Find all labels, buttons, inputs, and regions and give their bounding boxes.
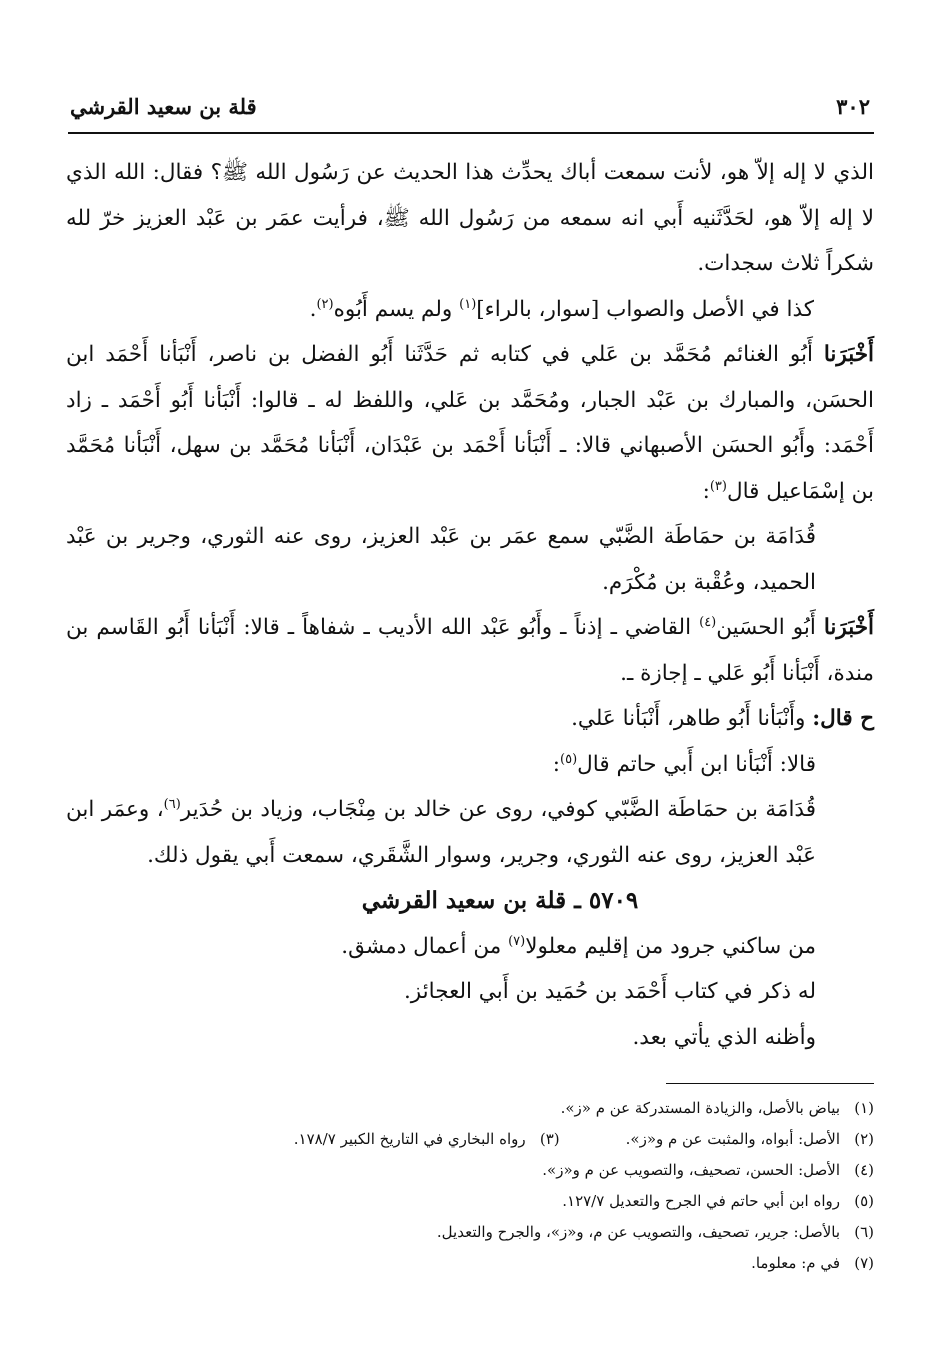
footnote-number: (٥) [854, 1192, 874, 1210]
footnote-number: (٣) [539, 1130, 560, 1148]
footnote-number: (٧) [854, 1254, 874, 1272]
footnote-text: الأصل: أبواه، والمثبت عن م و«ز». [625, 1130, 840, 1148]
footnote-text: رواه ابن أبي حاتم في الجرح والتعديل ١٢٧/٧. [562, 1192, 840, 1210]
running-title: قلة بن سعيد القرشي [70, 93, 257, 119]
footnote-4 [66, 1155, 874, 1186]
main-text [66, 150, 874, 1060]
footnote-ref-2: (٢) [316, 296, 334, 312]
footnote-6 [66, 1217, 874, 1248]
ha-qal-lead: ح قال: [812, 706, 874, 731]
paragraph-isnad-2: أَخْبَرَنا أَبُو الحسَين$^{(٤)}$ القاضي ـ إذناً ـ وأَبُو عَبْد الله الأديب ـ شفاهاً ـ قالا: أَنْبَأنا أَبُو القَاسم بن مندة، أَنْبَأنا أَبُو عَلي ـ إجازة ـ. [66, 614, 874, 686]
footnote-number: (٦) [854, 1223, 874, 1241]
paragraph-ha-qal: ح قال: وأَنْبَأنا أَبُو طاهر، أَنْبَأنا عَلي. [571, 706, 874, 731]
page-number: ٣٠٢ [836, 93, 870, 119]
footnote-ref-3: (٣) [709, 478, 727, 494]
footnote-number: (١) [854, 1099, 874, 1117]
footnote-7 [66, 1248, 874, 1279]
footnote-ref-5: (٥) [560, 751, 578, 767]
footnote-5 [66, 1186, 874, 1217]
footnotes [66, 1093, 874, 1279]
footnote-2-3 [66, 1124, 874, 1155]
footnote-text: رواه البخاري في التاريخ الكبير ١٧٨/٧. [293, 1130, 526, 1148]
entry-title: ٥٧٠٩ ـ قلة بن سعيد القرشي [361, 887, 639, 914]
footnote-text: بياض بالأصل، والزيادة المستدركة عن م «ز». [560, 1099, 840, 1117]
paragraph-qudama-2: قُدَامَة بن حمَاطَة الضَّبّي كوفي، روى عن خالد بن مِنْجَاب، وزياد بن حُدَير$^{(٦)}$، وعمَر ابن عَبْد العزيز، روى عنه الثوري، وجرير، وسوار الشَّقَري، سمعت أَبي يقول ذلك. [66, 796, 816, 868]
paragraph-qudama-1: قُدَامَة بن حمَاطَة الضَّبّي سمع عمَر بن عَبْد العزيز، روى عنه الثوري، وجرير بن عَبْد الحميد، وعُقْبة بن مُكْرَم. [66, 524, 816, 595]
footnote-text: الأصل: الحسن، تصحيف، والتصويب عن م و«ز». [542, 1161, 840, 1179]
footnote-ref-4: (٤) [699, 614, 717, 630]
footnote-text: بالأصل: جرير، تصحيف، والتصويب عن م، و«ز»، والجرح والتعديل. [436, 1223, 840, 1241]
footnote-1 [66, 1093, 874, 1124]
footnote-number: (٤) [854, 1161, 874, 1179]
paragraph-correction-note: كذا في الأصل والصواب [سوار، بالراء]$^{(١)}$ ولم يسم أَبُوه$^{(٢)}$. [309, 296, 814, 322]
akhbarana-lead: أَخْبَرَنا [823, 615, 874, 640]
paragraph-conjecture: وأظنه الذي يأتي بعد. [632, 1024, 816, 1050]
paragraph-qala: قالا: أَنْبَأنا ابن أَبي حاتم قال$^{(٥)}$: [552, 751, 816, 777]
paragraph-isnad-1: أَخْبَرَنا أَبُو الغنائم مُحَمَّد بن عَلي في كتابه ثم حَدَّثَنا أَبُو الفضل بن ناصر، أَنْبَأنا أَحْمَد ابن الحسَن، والمبارك بن عَبْد الجبار، ومُحَمَّد بن عَلي، واللفظ له ـ قالوا: أَنْبَأنا أَبُو أَحْمَد ـ زاد أَحْمَد: وأَبُو الحسَن الأصبهاني قالا: ـ أَنْبَأنا أَحْمَد بن عَبْدَان، أَنْبَأنا مُحَمَّد بن سهل، أَنْبَأنا مُحَمَّد بن إسْمَاعيل قال$^{(٣)}$: [66, 342, 874, 504]
akhbarana-lead: أَخْبَرَنا [823, 342, 874, 367]
footnote-text: في م: معلوما. [751, 1254, 840, 1272]
footnote-ref-7: (٧) [508, 933, 526, 949]
footnote-rule [666, 1083, 874, 1084]
footnote-ref-6: (٦) [163, 796, 181, 812]
page-header [70, 88, 870, 124]
footnote-ref-1: (١) [459, 296, 477, 312]
paragraph-residence: من ساكني جرود من إقليم معلولا$^{(٧)}$ من أعمال دمشق. [341, 933, 816, 959]
paragraph-hadith-end: الذي لا إله إلاّ هو، لأنت سمعت أباك يحدِّث هذا الحديث عن رَسُول الله ﷺ؟ فقال: الله الذي لا إله إلاّ هو، لحَدَّثَنيه أَبي انه سمعه من رَسُول الله ﷺ، فرأيت عمَر بن عَبْد العزيز خرّ لله شكراً ثلاث سجدات. [66, 160, 874, 276]
footnote-number: (٢) [854, 1130, 874, 1148]
paragraph-mention: له ذكر في كتاب أَحْمَد بن حُمَيد بن أَبي العجائز. [403, 979, 816, 1004]
header-rule [68, 132, 874, 134]
